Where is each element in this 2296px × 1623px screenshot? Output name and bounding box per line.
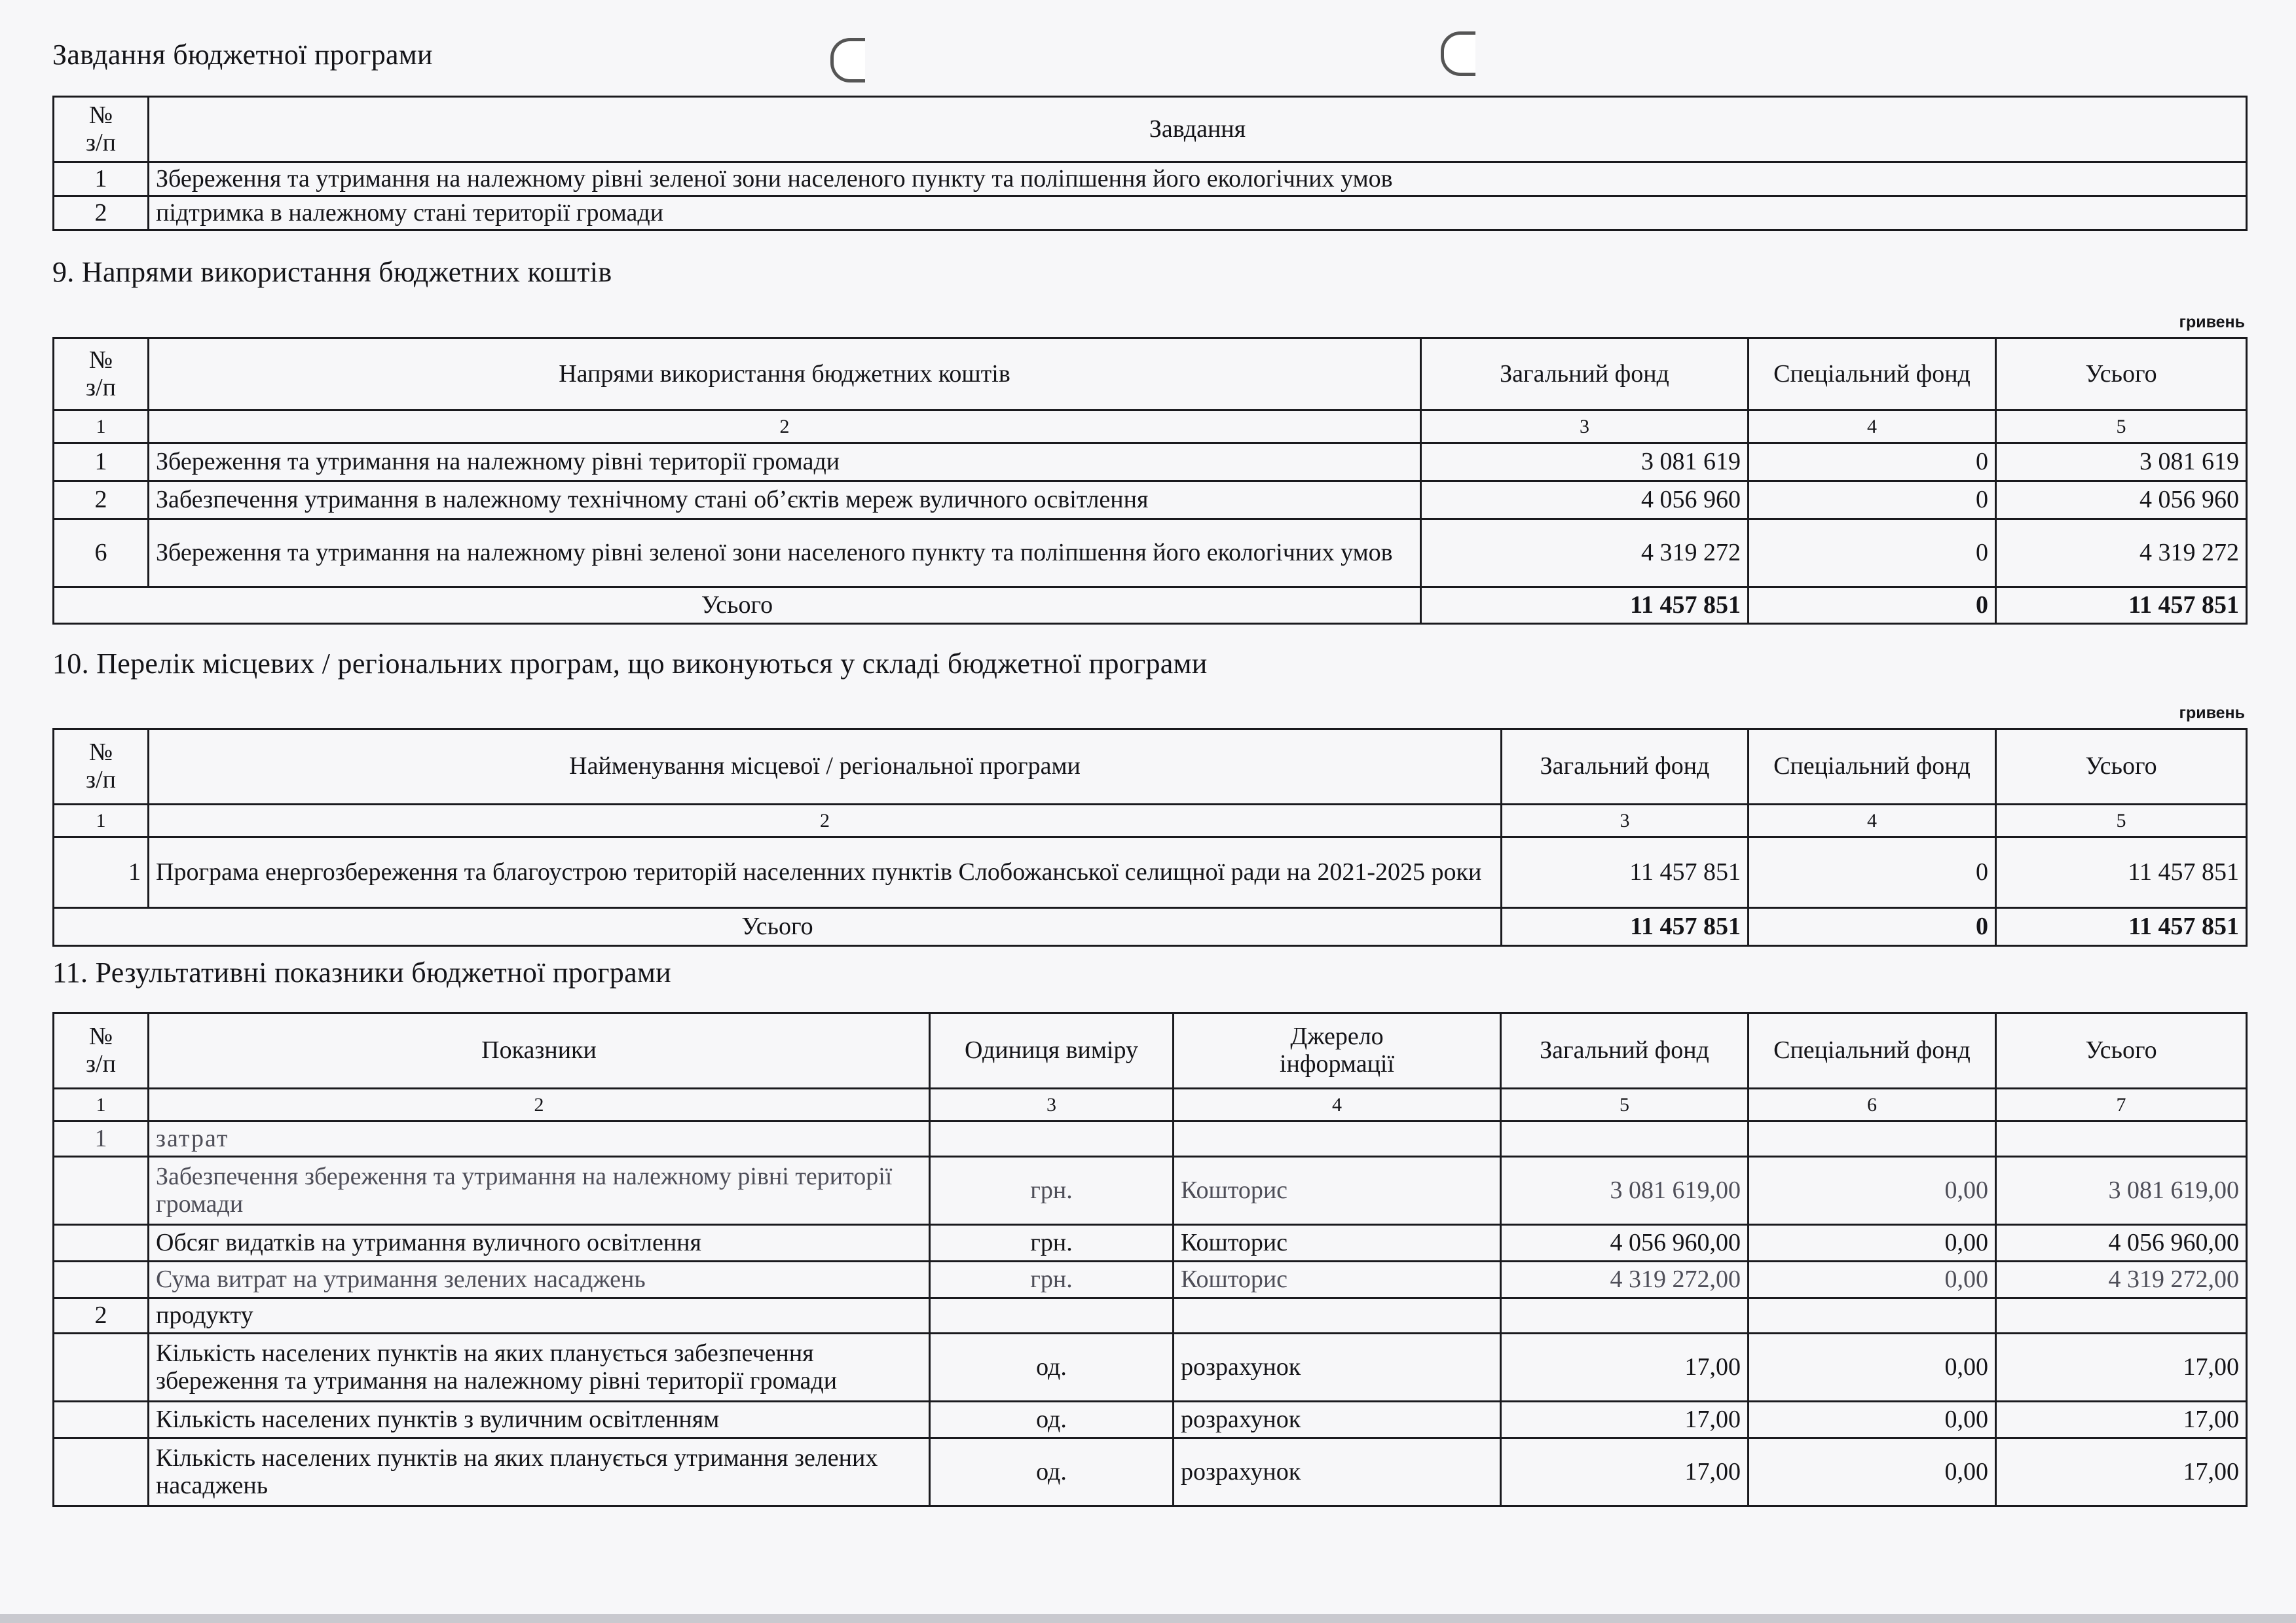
table-row (54, 1225, 2247, 1262)
empty-cell (1749, 1122, 1996, 1157)
column-index-row (54, 410, 2247, 443)
special-fund-value: 0 (1749, 481, 1996, 519)
total-value: 4 056 960,00 (1996, 1225, 2247, 1262)
row-number: 2 (54, 196, 149, 230)
unit-value: од. (930, 1402, 1174, 1438)
special-fund-value: 0,00 (1749, 1402, 1996, 1438)
row-number (54, 1334, 149, 1402)
table-row (54, 1157, 2247, 1225)
table-row (54, 443, 2247, 481)
total-value: 4 056 960 (1996, 481, 2247, 519)
unit-value: грн. (930, 1225, 1174, 1262)
indicators-table (52, 1012, 2248, 1507)
indicator-text: Сума витрат на утримання зелених насаджень (149, 1262, 930, 1298)
total-row (54, 908, 2247, 946)
source-value: розрахунок (1174, 1334, 1501, 1402)
table-row (54, 162, 2247, 196)
column-index: 4 (1749, 805, 1996, 837)
column-index-row (54, 1089, 2247, 1122)
header-indicators: Показники (149, 1013, 930, 1089)
header-task: Завдання (149, 97, 2247, 162)
row-number: 1 (54, 443, 149, 481)
table-row (54, 1438, 2247, 1506)
column-index: 1 (54, 805, 149, 837)
group-label: затрат (149, 1122, 930, 1157)
group-row-product (54, 1298, 2247, 1334)
header-special-fund: Спеціальний фонд (1749, 1013, 1996, 1089)
empty-cell (1174, 1122, 1501, 1157)
row-number: 2 (54, 481, 149, 519)
header-total: Усього (1996, 338, 2247, 410)
source-value: Кошторис (1174, 1225, 1501, 1262)
scan-bottom-edge (0, 1614, 2296, 1623)
source-value: розрахунок (1174, 1438, 1501, 1506)
empty-cell (930, 1298, 1174, 1334)
indicators-section-title: 11. Результативні показники бюджетної програми (52, 957, 671, 989)
indicator-text: Кількість населених пунктів на яких планується утримання зелених насаджень (149, 1438, 930, 1506)
special-fund-total: 0 (1749, 587, 1996, 624)
column-index: 1 (54, 1089, 149, 1122)
group-number: 1 (54, 1122, 149, 1157)
general-fund-value: 17,00 (1501, 1334, 1749, 1402)
special-fund-value: 0,00 (1749, 1438, 1996, 1506)
table-row (54, 481, 2247, 519)
special-fund-value: 0,00 (1749, 1262, 1996, 1298)
row-number (54, 1402, 149, 1438)
column-index: 4 (1749, 410, 1996, 443)
programs-header-row (54, 729, 2247, 805)
header-special-fund: Спеціальний фонд (1749, 338, 1996, 410)
table-row (54, 1334, 2247, 1402)
empty-cell (930, 1122, 1174, 1157)
table-row (54, 1262, 2247, 1298)
grand-total: 11 457 851 (1996, 908, 2247, 946)
general-fund-value: 11 457 851 (1502, 837, 1749, 908)
row-number (54, 1157, 149, 1225)
group-row-costs (54, 1122, 2247, 1157)
header-number: № з/п (54, 729, 149, 805)
general-fund-value: 17,00 (1501, 1438, 1749, 1506)
tasks-section-title: Завдання бюджетної програми (52, 39, 433, 71)
column-index: 6 (1749, 1089, 1996, 1122)
table-row (54, 519, 2247, 587)
total-value: 17,00 (1996, 1438, 2247, 1506)
row-number: 1 (54, 837, 149, 908)
table-row (54, 837, 2247, 908)
indicator-text: Забезпечення збереження та утримання на належному рівні території громади (149, 1157, 930, 1225)
empty-cell (1996, 1298, 2247, 1334)
column-index: 3 (930, 1089, 1174, 1122)
empty-cell (1501, 1298, 1749, 1334)
program-name: Програма енергозбереження та благоустрою територій населенних пунктів Слобожанської селищної ради на 2021-2025 роки (149, 837, 1502, 908)
general-fund-value: 4 056 960 (1421, 481, 1749, 519)
empty-cell (1749, 1298, 1996, 1334)
general-fund-value: 4 319 272,00 (1501, 1262, 1749, 1298)
direction-text: Збереження та утримання на належному рівні зеленої зони населеного пункту та поліпшення його екологічних умов (149, 519, 1421, 587)
source-value: Кошторис (1174, 1262, 1501, 1298)
task-text: підтримка в належному стані території громади (149, 196, 2247, 230)
column-index: 2 (149, 805, 1502, 837)
column-index: 4 (1174, 1089, 1501, 1122)
unit-value: грн. (930, 1262, 1174, 1298)
column-index: 5 (1996, 410, 2247, 443)
row-number (54, 1262, 149, 1298)
special-fund-total: 0 (1749, 908, 1996, 946)
special-fund-value: 0,00 (1749, 1334, 1996, 1402)
indicator-text: Кількість населених пунктів на яких планується забезпечення збереження та утримання на належному рівні території громади (149, 1334, 930, 1402)
indicator-text: Обсяг видатків на утримання вуличного освітлення (149, 1225, 930, 1262)
source-value: Кошторис (1174, 1157, 1501, 1225)
total-value: 4 319 272,00 (1996, 1262, 2247, 1298)
total-label: Усього (54, 908, 1502, 946)
directions-section-title: 9. Напрями використання бюджетних коштів (52, 256, 612, 288)
unit-value: грн. (930, 1157, 1174, 1225)
header-general-fund: Загальний фонд (1502, 729, 1749, 805)
direction-text: Забезпечення утримання в належному технічному стані об’єктів мереж вуличного освітлення (149, 481, 1421, 519)
group-number: 2 (54, 1298, 149, 1334)
column-index: 3 (1502, 805, 1749, 837)
total-label: Усього (54, 587, 1421, 624)
general-fund-value: 4 056 960,00 (1501, 1225, 1749, 1262)
column-index: 2 (149, 410, 1421, 443)
column-index: 2 (149, 1089, 930, 1122)
binder-hole-right (1441, 31, 1475, 76)
header-number: № з/п (54, 1013, 149, 1089)
special-fund-value: 0 (1749, 443, 1996, 481)
column-index: 5 (1996, 805, 2247, 837)
total-value: 11 457 851 (1996, 837, 2247, 908)
header-unit: Одиниця виміру (930, 1013, 1174, 1089)
header-total: Усього (1996, 729, 2247, 805)
general-fund-total: 11 457 851 (1502, 908, 1749, 946)
group-label: продукту (149, 1298, 930, 1334)
header-direction: Напрями використання бюджетних коштів (149, 338, 1421, 410)
programs-table (52, 728, 2248, 947)
empty-cell (1174, 1298, 1501, 1334)
row-number (54, 1438, 149, 1506)
special-fund-value: 0 (1749, 519, 1996, 587)
tasks-table (52, 96, 2248, 231)
total-row (54, 587, 2247, 624)
general-fund-value: 4 319 272 (1421, 519, 1749, 587)
special-fund-value: 0 (1749, 837, 1996, 908)
task-text: Збереження та утримання на належному рівні зеленої зони населеного пункту та поліпшення його екологічних умов (149, 162, 2247, 196)
header-general-fund: Загальний фонд (1421, 338, 1749, 410)
indicator-text: Кількість населених пунктів з вуличним освітленням (149, 1402, 930, 1438)
column-index: 3 (1421, 410, 1749, 443)
header-general-fund: Загальний фонд (1501, 1013, 1749, 1089)
grand-total: 11 457 851 (1996, 587, 2247, 624)
empty-cell (1996, 1122, 2247, 1157)
direction-text: Збереження та утримання на належному рівні території громади (149, 443, 1421, 481)
total-value: 17,00 (1996, 1402, 2247, 1438)
column-index-row (54, 805, 2247, 837)
header-source: Джерело інформації (1174, 1013, 1501, 1089)
table-row (54, 1402, 2247, 1438)
header-total: Усього (1996, 1013, 2247, 1089)
column-index: 5 (1501, 1089, 1749, 1122)
general-fund-value: 3 081 619 (1421, 443, 1749, 481)
general-fund-total: 11 457 851 (1421, 587, 1749, 624)
column-index: 7 (1996, 1089, 2247, 1122)
total-value: 3 081 619,00 (1996, 1157, 2247, 1225)
binder-hole-left (830, 38, 865, 82)
header-special-fund: Спеціальний фонд (1749, 729, 1996, 805)
general-fund-value: 3 081 619,00 (1501, 1157, 1749, 1225)
source-value: розрахунок (1174, 1402, 1501, 1438)
unit-value: од. (930, 1438, 1174, 1506)
indicators-header-row (54, 1013, 2247, 1089)
tasks-header-row (54, 97, 2247, 162)
header-program-name: Найменування місцевої / регіональної програми (149, 729, 1502, 805)
special-fund-value: 0,00 (1749, 1157, 1996, 1225)
header-number: № з/п (54, 338, 149, 410)
currency-unit-note: гривень (2179, 313, 2245, 331)
special-fund-value: 0,00 (1749, 1225, 1996, 1262)
currency-unit-note: гривень (2179, 704, 2245, 722)
total-value: 17,00 (1996, 1334, 2247, 1402)
total-value: 3 081 619 (1996, 443, 2247, 481)
unit-value: од. (930, 1334, 1174, 1402)
row-number: 6 (54, 519, 149, 587)
row-number (54, 1225, 149, 1262)
header-number: № з/п (54, 97, 149, 162)
directions-header-row (54, 338, 2247, 410)
column-index: 1 (54, 410, 149, 443)
general-fund-value: 17,00 (1501, 1402, 1749, 1438)
programs-section-title: 10. Перелік місцевих / регіональних програм, що виконуються у складі бюджетної програми (52, 647, 1208, 680)
table-row (54, 196, 2247, 230)
empty-cell (1501, 1122, 1749, 1157)
total-value: 4 319 272 (1996, 519, 2247, 587)
directions-table (52, 337, 2248, 625)
row-number: 1 (54, 162, 149, 196)
